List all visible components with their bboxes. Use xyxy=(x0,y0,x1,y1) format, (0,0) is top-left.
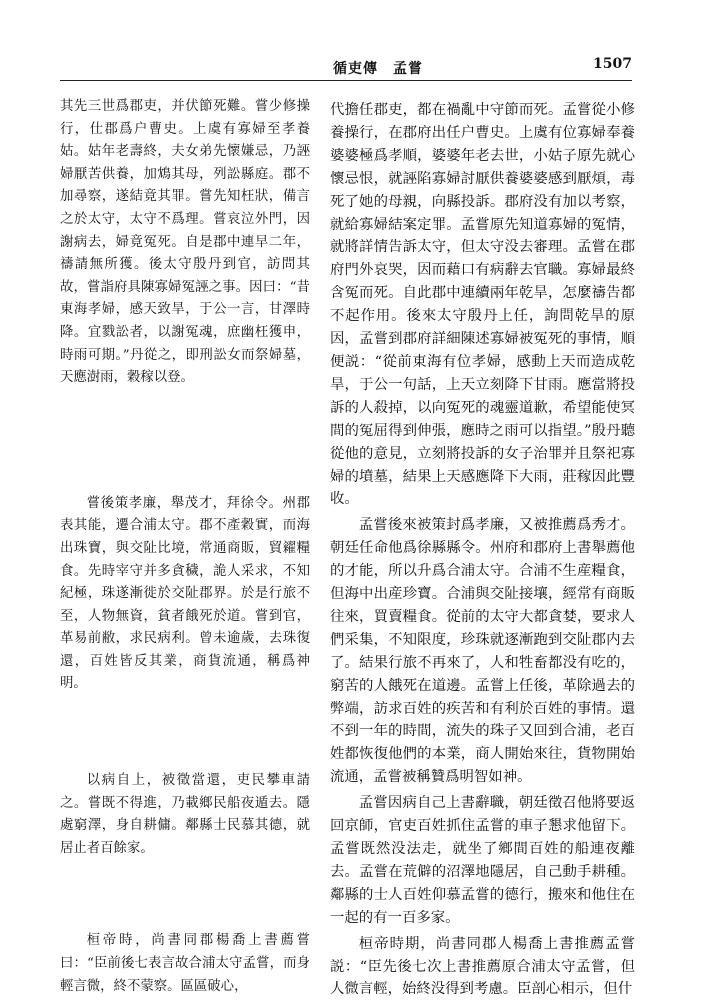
translation-paragraph-4: 桓帝時期，尚書同郡人楊喬上書推薦孟嘗説：“臣先後七次上書推薦原合浦太守孟嘗，但人微言輕，始終没得到考慮。臣剖心相示，但什 xyxy=(330,935,635,998)
translation-column xyxy=(330,96,635,1001)
page-header xyxy=(60,56,632,81)
classical-paragraph-3: 以病自上，被徵當還，吏民攀車請之。嘗既不得進，乃載鄉民船夜遁去。隱處窮澤，身自耕傭。鄰縣士民慕其德，就居止者百餘家。 xyxy=(60,773,310,856)
translation-paragraph-3: 孟嘗因病自己上書辭職，朝廷徵召他將要返回京師，官吏百姓抓住孟嘗的車子懇求他留下。孟嘗既然没法走，就坐了鄉間百姓的船連夜離去。孟嘗在荒僻的沼澤地隱居，自己動手耕種。鄰縣的士人百姓仰慕孟嘗的德行，搬來和他住在一起的有一百多家。 xyxy=(330,795,635,926)
page-number: 1507 xyxy=(593,56,632,72)
running-title: 循吏傳 孟嘗 xyxy=(333,61,423,77)
translation-paragraph-2: 孟嘗後來被策封爲孝廉，又被推薦爲秀才。朝廷任命他爲徐縣縣令。州府和郡府上書舉薦他的才能，所以升爲合浦太守。合浦不生産糧食，但海中出産珍寶。合浦與交阯接壤，經常有商販往來，買賣糧食。從前的太守大都貪婪，要求人們采集，不知限度，珍珠就逐漸跑到交阯郡内去了。結果行旅不再來了，人和牲畜都没有吃的，窮苦的人餓死在道邊。孟嘗上任後，革除過去的弊端，訪求百姓的疾苦和有利於百姓的事情。還不到一年的時間，流失的珠子又回到合浦，老百姓都恢復他們的本業，商人開始來往，貨物開始流通，孟嘗被稱贊爲明智如神。 xyxy=(330,517,635,786)
classical-paragraph-4: 桓帝時，尚書同郡楊喬上書薦嘗曰：“臣前後七表言故合浦太守孟嘗，而身輕言微，終不蒙察。區區破心， xyxy=(60,933,310,994)
classical-paragraph-1: 其先三世爲郡吏，并伏節死難。嘗少修操行，仕郡爲户曹史。上虞有寡婦至孝養姑。姑年老壽終，夫女弟先懷嫌忌，乃誣婦厭苦供養，加鴆其母，列訟縣庭。郡不加尋察，遂結竟其罪。嘗先知枉狀，備言之於太守，太守不爲理。嘗哀泣外門，因謝病去，婦竟冤死。自是郡中連早二年，禱請無所獲。後太守殷丹到官，訪問其故，嘗詣府具陳寡婦冤誣之事。因曰：“昔東海孝婦，感天致旱，于公一言，甘澤時降。宜戮訟者，以謝冤魂，庶幽枉獲申，時雨可期。”丹從之，即刑訟女而祭婦墓，天應澍雨，穀稼以登。 xyxy=(60,99,310,386)
classical-paragraph-2: 嘗後策孝廉，舉茂才，拜徐令。州郡表其能，遷合浦太守。郡不產穀實，而海出珠寶，與交阯比境，常通商販，貿糴糧食。先時宰守并多貪穢，詭人采求，不知紀極，珠遂漸徙於交阯郡界。於是行旅不至，人物無資，貧者餓死於道。嘗到官，革易前敝，求民病利。曾未逾歲，去珠復還，百姓皆反其業，商貨流通，稱爲神明。 xyxy=(60,495,310,692)
classical-text-column xyxy=(60,96,310,998)
translation-paragraph-1: 代擔任郡吏，都在禍亂中守節而死。孟嘗從小修養操行，在郡府出任户曹史。上虞有位寡婦奉養婆婆極爲孝順，婆婆年老去世，小姑子原先就心懷忌恨，就誣陷寡婦討厭供養婆婆感到厭煩，毒死了她的母親，向縣投訴。郡府没有加以考察，就給寡婦結案定罪。孟嘗原先知道寡婦的冤情，就將詳情告訴太守，但太守没去審理。孟嘗在郡府門外哀哭，因而藉口有病辭去官職。寡婦最終含冤而死。自此郡中連續兩年乾旱，怎麼禱告都不起作用。後來太守殷丹上任，詢問乾旱的原因，孟嘗到郡府詳細陳述寡婦被冤死的事情，順便説：“從前東海有位孝婦，感動上天而造成乾旱，于公一句話，上天立刻降下甘雨。應當將投訴的人殺掉，以向冤死的魂靈道歉，希望能使冥間的冤屈得到伸張，應時之雨可以指望。”殷丹聽從他的意見，立刻將投訴的女子治罪并且祭祀寡婦的墳墓，結果上天感應降下大雨，莊稼因此豐收。 xyxy=(330,102,635,508)
